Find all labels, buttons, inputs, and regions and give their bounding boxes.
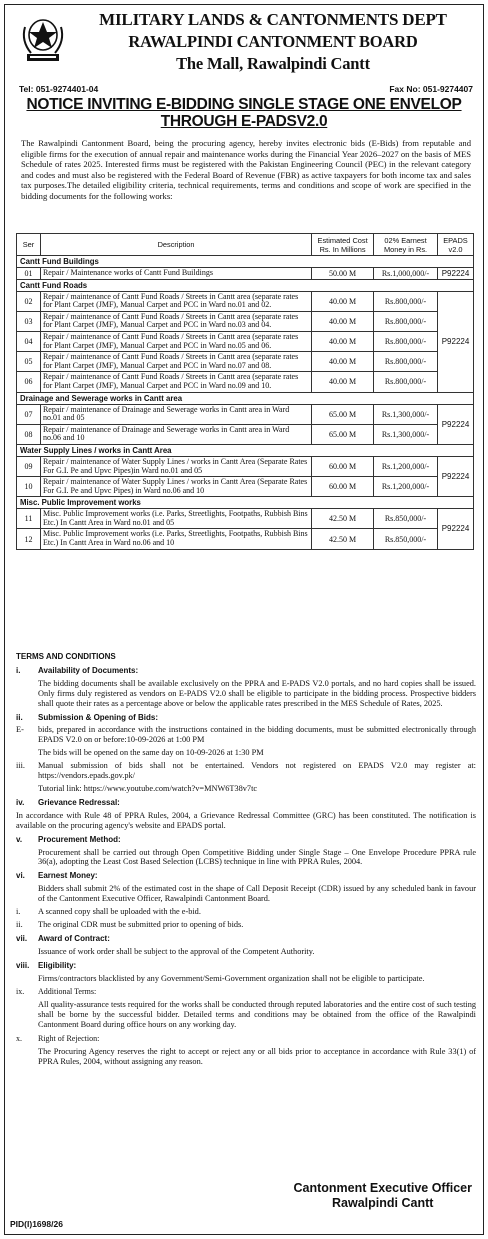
row-cost: 50.00 M [312, 268, 374, 280]
row-description: Repair / maintenance of Cantt Fund Roads / Streets in Cantt area (separate rates for Plant Carpet (JMF), Manual Carpet and PCC in Ward no.01 and 02. [40, 291, 311, 311]
row-ser: 07 [17, 404, 41, 424]
table-row [17, 477, 474, 497]
term-rejection-text: The Procuring Agency reserves the right to accept or reject any or all bids prior to acceptance in accordance with Rule 33(1) of PPRA Rules, 2004, without assigning any reason. [38, 1047, 476, 1066]
terms-heading: TERMS AND CONDITIONS [16, 652, 116, 661]
term-title: Availability of Documents: [38, 665, 139, 675]
table-row [17, 404, 474, 424]
telephone: Tel: 051-9274401-04 [19, 84, 99, 94]
section-row [17, 392, 474, 404]
term-additional-text: All quality-assurance tests required for the works shall be conducted through reputed laboratories and the entire cost of such testing shall be borne by the successful bidder. Detailed terms and conditions may be obtained from the office of the Rawalpindi Cantonment Board during office hours on any working day. [38, 1000, 476, 1030]
section-row [17, 256, 474, 268]
row-earnest: Rs.850,000/- [374, 529, 438, 549]
term-title: Additional Terms: [38, 987, 97, 997]
row-ser: 04 [17, 331, 41, 351]
table-row [17, 268, 474, 280]
term-submission-heading [16, 713, 476, 723]
term-number: ii. [16, 712, 23, 722]
term-procurement-text: Procurement shall be carried out through Open Competitive Bidding under Single Stage – One Envelope Procedure PPRA rule 36(a), adopting the Least Cost Based Selection (LCBS) technique in line with PPRA Rules, 2004. [38, 847, 476, 867]
row-description: Repair / maintenance of Cantt Fund Roads / Streets in Cantt area (separate rates for Plant Carpet (JMF), Manual Carpet and PCC in Ward no.05 and 06. [40, 331, 311, 351]
term-availability-text: The bidding documents shall be available exclusively on the PPRA and E-PADS V2.0 portals, and no hard copies shall be issued. Only firms duly registered as vendors on E-PADS V2.0 shall be eligible to participate in the bidding process. Prospective bidders shall quote their rates as a percentage above or below the applicable rates prescribed in the MES Schedule of Rates, 2025. [38, 678, 476, 708]
row-cost: 60.00 M [312, 456, 374, 476]
department-name: MILITARY LANDS & CANTONMENTS DEPT [99, 10, 447, 29]
row-earnest: Rs.800,000/- [374, 352, 438, 372]
row-earnest: Rs.1,200,000/- [374, 477, 438, 497]
term-number: v. [16, 834, 23, 844]
row-ser: 01 [17, 268, 41, 280]
row-ser: 05 [17, 352, 41, 372]
row-earnest: Rs.850,000/- [374, 509, 438, 529]
term-availability-heading [16, 666, 476, 676]
term-additional-heading [16, 987, 476, 997]
board-name: RAWALPINDI CANTONMENT BOARD [128, 32, 418, 51]
row-ser: 10 [17, 477, 41, 497]
signatory-title: Cantonment Executive Officer [293, 1181, 472, 1195]
term-number: i. [16, 665, 21, 675]
header-earnest: 02% Earnest Money in Rs. [374, 234, 438, 256]
header-description: Description [40, 234, 311, 256]
table-row [17, 291, 474, 311]
term-title: Grievance Redressal: [38, 797, 120, 807]
row-cost: 40.00 M [312, 372, 374, 392]
term-title: Award of Contract: [38, 933, 110, 943]
term-number: vii. [16, 933, 28, 943]
row-epads: P92224 [438, 456, 474, 496]
contact-row [19, 84, 473, 94]
row-earnest: Rs.1,000,000/- [374, 268, 438, 280]
term-number: ix. [16, 987, 25, 997]
board-address: The Mall, Rawalpindi Cantt [176, 54, 370, 73]
row-description: Repair / Maintenance works of Cantt Fund Buildings [40, 268, 311, 280]
row-description: Repair / maintenance of Cantt Fund Roads / Streets in Cantt area (separate rates for Plant Carpet (JMF), Manual Carpet and PCC in Ward no.03 and 04. [40, 311, 311, 331]
term-title: Earnest Money: [38, 871, 98, 881]
term-eligibility-heading [16, 961, 476, 971]
row-description: Repair / maintenance of Water Supply Lines / works in Cantt Area (Separate Rates For G.I. Pe and Upvc Pipes)in Ward no.01 and 05 [40, 456, 311, 476]
row-ser: 11 [17, 509, 41, 529]
row-cost: 65.00 M [312, 404, 374, 424]
pid-number: PID(I)1698/26 [10, 1219, 63, 1229]
notice-title [15, 96, 473, 130]
row-description: Repair / maintenance of Water Supply Lines / works in Cantt Area (Separate Rates For G.I. Pe and Upvc Pipes) in Ward no.06 and 10 [40, 477, 311, 497]
row-cost: 42.50 M [312, 509, 374, 529]
term-earnest-item [16, 920, 476, 930]
signature-block [293, 1181, 472, 1211]
section-row [17, 279, 474, 291]
row-description: Repair / maintenance of Drainage and Sewerage works in Cantt area in Ward no.06 and 10 [40, 424, 311, 444]
header [5, 5, 485, 87]
term-grievance-heading [16, 798, 476, 808]
government-crest-icon [19, 13, 67, 65]
list-text: bids, prepared in accordance with the instructions contained in the bidding documents, must be submitted electronically through EPADS V2.0 on or before:10-09-2026 at 1:00 PM [38, 725, 476, 745]
table-row [17, 529, 474, 549]
row-cost: 40.00 M [312, 291, 374, 311]
row-epads: P92224 [438, 268, 474, 280]
header-epads: EPADS v2.0 [438, 234, 474, 256]
term-grievance-text: In accordance with Rule 48 of PPRA Rules, 2004, a Grievance Redressal Committee (GRC) has been constituted. The notification is available on the procuring agency's website and EPADS portal. [16, 810, 476, 830]
term-number: vi. [16, 871, 25, 881]
table-body [17, 256, 474, 550]
list-label: iii. [16, 761, 25, 771]
row-cost: 40.00 M [312, 311, 374, 331]
term-rejection-heading [16, 1034, 476, 1044]
row-epads: P92224 [438, 404, 474, 444]
section-title: Misc. Public Improvement works [17, 497, 474, 509]
section-title: Cantt Fund Roads [17, 279, 474, 291]
row-earnest: Rs.800,000/- [374, 291, 438, 311]
term-bid-opening: The bids will be opened on the same day on 10-09-2026 at 1:30 PM [38, 748, 264, 758]
row-cost: 65.00 M [312, 424, 374, 444]
term-title: Eligibility: [38, 960, 77, 970]
row-description: Misc. Public Improvement works (i.e. Parks, Streetlights, Footpaths, Rubbish Bins Etc.) In Cantt Area in Ward no.06 and 10 [40, 529, 311, 549]
term-earnest-heading [16, 871, 476, 881]
row-ser: 02 [17, 291, 41, 311]
header-ser: Ser [17, 234, 41, 256]
term-earnest-text: Bidders shall submit 2% of the estimated cost in the shape of Call Deposit Receipt (CDR) issued by any scheduled bank in favour of the Cantonment Executive Officer, Rawalpindi Cantonment Board. [38, 884, 476, 904]
terms-section [16, 652, 476, 1070]
term-award-heading [16, 934, 476, 944]
term-number: iv. [16, 797, 25, 807]
intro-paragraph: The Rawalpindi Cantonment Board, being the procuring agency, hereby invites electronic bids (E-Bids) from reputable and eligible firms for the execution of annual repair and maintenance works during the Financial Year 2026–2027 on the basis of MES Schedule of rates 2025. Interested firms must be registered with the Pakistan Engineering Council (PEC) in the relevant category and codes and must also be registered with the Federal Board of Revenue (FBR) as active taxpayers for both income tax and sales tax purposes.The detailed eligibility criteria, technical requirements, terms and conditions and scope of work are specified in the bidding documents for the following works: [21, 138, 471, 201]
row-cost: 42.50 M [312, 529, 374, 549]
tutorial-link[interactable]: Tutorial link: https://www.youtube.com/watch?v=MNW6T38v7tc [38, 783, 258, 793]
row-earnest: Rs.1,300,000/- [374, 404, 438, 424]
row-earnest: Rs.800,000/- [374, 331, 438, 351]
term-submission-deadline [16, 725, 476, 745]
signatory-location: Rawalpindi Cantt [332, 1196, 434, 1210]
term-title: Procurement Method: [38, 834, 121, 844]
row-description: Repair / maintenance of Cantt Fund Roads / Streets in Cantt area (separate rates for Plant Carpet (JMF), Manual Carpet and PCC in Ward no.07 and 08. [40, 352, 311, 372]
table-row [17, 509, 474, 529]
table-row [17, 372, 474, 392]
table-row [17, 311, 474, 331]
row-cost: 40.00 M [312, 352, 374, 372]
works-table [16, 233, 474, 550]
list-text: Manual submission of bids shall not be entertained. Vendors not registered on EPADS V2.0 may register at: https://vendors.epads.gov.pk/ [38, 761, 476, 781]
row-description: Repair / maintenance of Cantt Fund Roads / Streets in Cantt area (separate rates for Plant Carpet (JMF), Manual Carpet and PCC in Ward no.09 and 10. [40, 372, 311, 392]
notice-title-line2: THROUGH E-PADSV2.0 [160, 113, 328, 130]
term-manual-submission [16, 761, 476, 781]
table-header-row [17, 234, 474, 256]
row-ser: 08 [17, 424, 41, 444]
term-award-text: Issuance of work order shall be subject to the approval of the Competent Authority. [38, 946, 315, 956]
row-cost: 60.00 M [312, 477, 374, 497]
section-title: Drainage and Sewerage works in Cantt area [17, 392, 474, 404]
term-title: Submission & Opening of Bids: [38, 712, 158, 722]
notice-title-line1: NOTICE INVITING E-BIDDING SINGLE STAGE ONE ENVELOP [26, 96, 462, 113]
section-row [17, 444, 474, 456]
row-epads: P92224 [438, 509, 474, 549]
header-cost: Estimated Cost Rs. In Millions [312, 234, 374, 256]
row-earnest: Rs.1,300,000/- [374, 424, 438, 444]
term-number: x. [16, 1034, 22, 1044]
section-title: Cantt Fund Buildings [17, 256, 474, 268]
term-procurement-heading [16, 835, 476, 845]
row-description: Repair / maintenance of Drainage and Sewerage works in Cantt area in Ward no.01 and 05 [40, 404, 311, 424]
list-text: The original CDR must be submitted prior to opening of bids. [38, 919, 244, 929]
row-earnest: Rs.800,000/- [374, 372, 438, 392]
list-text: A scanned copy shall be uploaded with the e-bid. [38, 907, 201, 917]
list-label: i. [16, 907, 21, 917]
table-row [17, 456, 474, 476]
row-epads: P92224 [438, 291, 474, 392]
list-label: E- [16, 725, 24, 735]
row-earnest: Rs.800,000/- [374, 311, 438, 331]
row-ser: 12 [17, 529, 41, 549]
row-cost: 40.00 M [312, 331, 374, 351]
row-earnest: Rs.1,200,000/- [374, 456, 438, 476]
row-ser: 06 [17, 372, 41, 392]
table-row [17, 352, 474, 372]
section-title: Water Supply Lines / works in Cantt Area [17, 444, 474, 456]
table-row [17, 424, 474, 444]
row-ser: 09 [17, 456, 41, 476]
term-earnest-item [16, 907, 476, 917]
term-eligibility-text: Firms/contractors blacklisted by any Government/Semi-Government organization shall not be eligible to participate. [38, 973, 425, 983]
term-title: Right of Rejection: [38, 1034, 100, 1044]
row-ser: 03 [17, 311, 41, 331]
fax-number: Fax No: 051-9274407 [389, 84, 473, 94]
section-row [17, 497, 474, 509]
list-label: ii. [16, 919, 23, 929]
term-number: viii. [16, 960, 30, 970]
row-description: Misc. Public Improvement works (i.e. Parks, Streetlights, Footpaths, Rubbish Bins Etc.) In Cantt Area in Ward no.01 and 05 [40, 509, 311, 529]
table-row [17, 331, 474, 351]
